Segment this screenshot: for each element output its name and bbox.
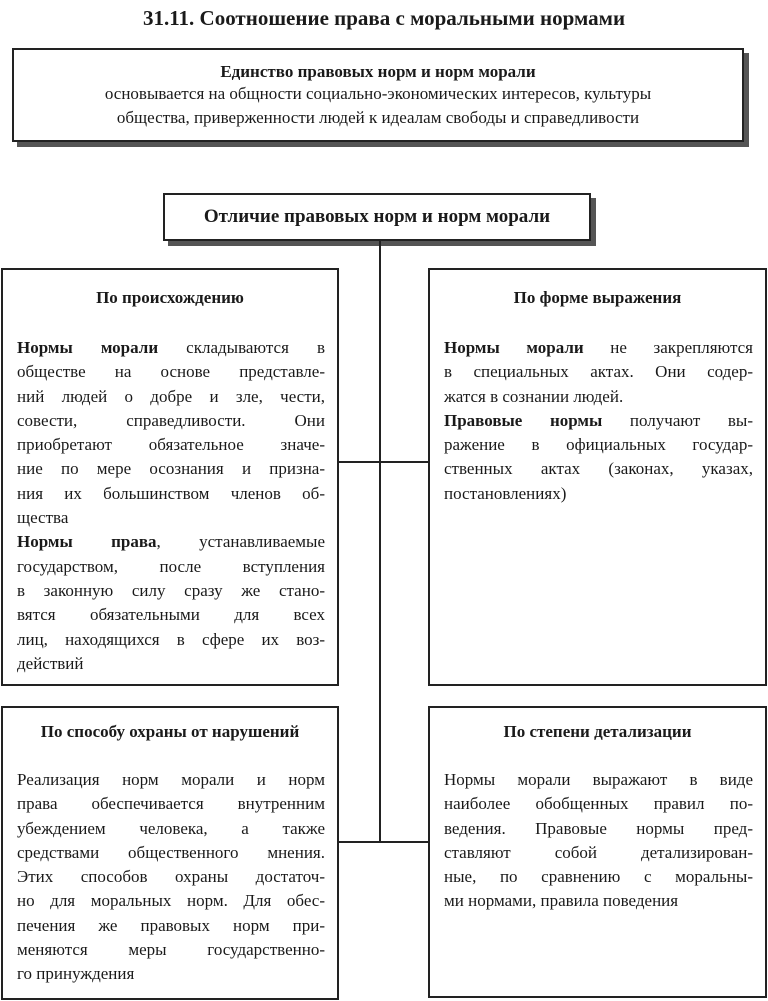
bold-term: Нормы морали (17, 338, 159, 357)
text-line: Реализация норм морали и норм (17, 770, 325, 789)
box-heading: По происхождению (96, 288, 244, 307)
connector-horizontal-top (339, 461, 429, 463)
box-form (428, 268, 767, 686)
text-line: жатся в сознании людей. (444, 386, 624, 406)
text-line: Нормы морали складываются в (17, 338, 325, 357)
box-body (17, 336, 325, 676)
text-line: совести, справедливости. Они (17, 410, 325, 430)
box-body (444, 336, 753, 506)
text-line: действий (17, 653, 84, 673)
text-line: печения же правовых норм при- (17, 915, 325, 935)
text-line: ведения. Правовые нормы пред- (444, 818, 753, 838)
text-line: меняются меры государственно- (17, 940, 325, 960)
box-protection (1, 706, 339, 1000)
text-line: ние по мере осознания и призна- (17, 459, 325, 479)
unity-box (12, 48, 744, 142)
text-line: права обеспечивается внутренним (17, 794, 325, 814)
text-line: лиц, находящихся в сфере их воз- (17, 629, 325, 649)
text-line: ми нормами, правила поведения (444, 891, 679, 911)
unity-heading: Единство правовых норм и норм морали (220, 62, 536, 81)
box-body (17, 768, 325, 987)
text-line: в специальных актах. Они содер- (444, 362, 753, 382)
text-line: Правовые нормы получают вы- (444, 410, 754, 430)
box-heading: По степени детализации (503, 722, 692, 741)
text-line: но для моральных норм. Для обес- (17, 891, 325, 911)
diagram-title: 31.11. Соотношение права с моральными нормами (142, 6, 626, 30)
text-line: обществе на основе представле- (17, 362, 325, 382)
bold-term: Нормы права (17, 532, 157, 552)
text-line: ражение в официальных государ- (444, 435, 753, 455)
text-line: го принуждения (17, 964, 135, 984)
box-origin (1, 268, 339, 686)
bold-term: Правовые нормы (444, 410, 603, 430)
text-line: Этих способов охраны достаточ- (17, 867, 325, 887)
text-line: наиболее обобщенных правил по- (444, 794, 753, 814)
text-line: ний людей о добре и зле, чести, (17, 386, 325, 406)
text-line: щества (17, 508, 69, 528)
unity-line: основывается на общности социально-экономических интересов, культуры (104, 84, 652, 103)
text-line: ственных актах (законах, указах, (444, 459, 753, 479)
box-heading: По форме выражения (513, 288, 682, 307)
bold-term: Нормы морали (444, 338, 584, 357)
text-line: государством, после вступления (17, 556, 325, 576)
box-detail (428, 706, 767, 998)
box-heading: По способу охраны от нарушений (40, 722, 300, 741)
connector-horizontal-bottom (339, 841, 429, 843)
unity-text (14, 82, 742, 130)
text-line: в законную силу сразу же стано- (17, 580, 325, 600)
text-line: постановлениях) (444, 483, 567, 503)
text-line: ные, по сравнению с моральны- (444, 867, 753, 887)
text-line: приобретают обязательное значе- (17, 435, 325, 455)
text-line: Нормы права, устанавливаемые (17, 532, 326, 552)
text-line: ния их большинством членов об- (17, 483, 325, 503)
difference-box (163, 193, 591, 241)
text-line: ставляют собой детализирован- (444, 842, 753, 862)
box-body (444, 768, 753, 914)
connector-vertical (379, 241, 381, 843)
text-line: Нормы морали не закрепляются (444, 338, 753, 357)
text-line: Нормы морали выражают в виде (444, 770, 753, 789)
text-line: убеждением человека, а также (17, 818, 325, 838)
text-line: вятся обязательными для всех (17, 605, 325, 625)
unity-line: общества, приверженности людей к идеалам свободы и справедливости (116, 108, 640, 127)
text-line: средствами общественного мнения. (17, 842, 325, 862)
difference-heading: Отличие правовых норм и норм морали (203, 206, 551, 227)
